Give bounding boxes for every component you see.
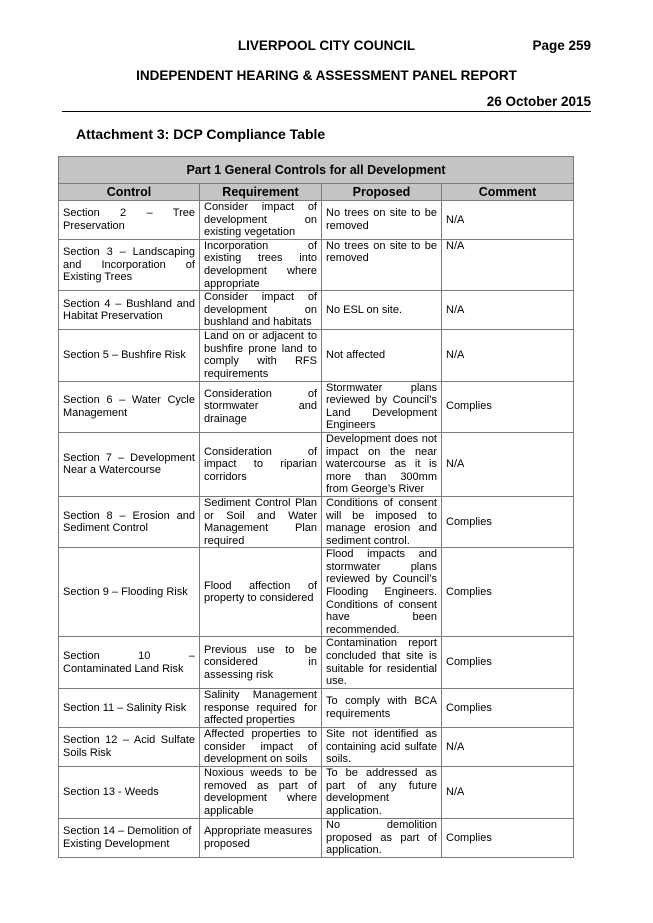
control-cell: Section 7 – Development Near a Watercourse <box>59 432 200 496</box>
comment-cell: N/A <box>442 201 574 240</box>
table-row <box>59 818 574 857</box>
attachment-title: Attachment 3: DCP Compliance Table <box>76 126 326 142</box>
column-header-row <box>59 184 574 201</box>
proposed-cell: Development does not impact on the near watercourse as it is more than 300mm from George’s River <box>322 432 442 496</box>
requirement-cell: Previous use to be considered in assessing risk <box>200 637 322 688</box>
requirement-cell: Incorporation of existing trees into development where appropriate <box>200 239 322 290</box>
dcp-compliance-table <box>58 156 574 858</box>
proposed-cell: Conditions of consent will be imposed to manage erosion and sediment control. <box>322 496 442 547</box>
comment-cell: Complies <box>442 548 574 637</box>
column-header-requirement: Requirement <box>200 184 322 201</box>
requirement-cell: Consider impact of development on existing vegetation <box>200 201 322 240</box>
requirement-cell: Salinity Management response required for affected properties <box>200 688 322 727</box>
control-cell: Section 13 - Weeds <box>59 766 200 818</box>
control-cell: Section 5 – Bushfire Risk <box>59 330 200 381</box>
comment-cell: Complies <box>442 381 574 432</box>
proposed-cell: To comply with BCA requirements <box>322 688 442 727</box>
table-row <box>59 637 574 688</box>
table-row <box>59 381 574 432</box>
control-cell: Section 14 – Demolition of Existing Development <box>59 818 200 857</box>
proposed-cell: Site not identified as containing acid sulfate soils. <box>322 727 442 766</box>
proposed-cell: Stormwater plans reviewed by Council’s Land Development Engineers <box>322 381 442 432</box>
proposed-cell: No trees on site to be removed <box>322 201 442 240</box>
header-divider <box>62 111 591 112</box>
table-row <box>59 496 574 547</box>
proposed-cell: Flood impacts and stormwater plans reviewed by Council’s Flooding Engineers. Conditions of consent have been recommended. <box>322 548 442 637</box>
proposed-cell: To be addressed as part of any future development application. <box>322 766 442 818</box>
comment-cell: N/A <box>442 330 574 381</box>
table-row <box>59 766 574 818</box>
table-row <box>59 688 574 727</box>
control-cell: Section 6 – Water Cycle Management <box>59 381 200 432</box>
comment-cell: N/A <box>442 239 574 290</box>
requirement-cell: Consider impact of development on bushland and habitats <box>200 291 322 330</box>
part-title-row <box>59 157 574 184</box>
requirement-cell: Land on or adjacent to bushfire prone land to comply with RFS requirements <box>200 330 322 381</box>
column-header-comment: Comment <box>442 184 574 201</box>
proposed-cell: No trees on site to be removed <box>322 239 442 290</box>
council-name: LIVERPOOL CITY COUNCIL <box>237 38 416 53</box>
proposed-cell: No ESL on site. <box>322 291 442 330</box>
comment-cell: Complies <box>442 688 574 727</box>
requirement-cell: Consideration of stormwater and drainage <box>200 381 322 432</box>
control-cell: Section 11 – Salinity Risk <box>59 688 200 727</box>
requirement-cell: Noxious weeds to be removed as part of development where applicable <box>200 766 322 818</box>
table-row <box>59 239 574 290</box>
comment-cell: N/A <box>442 766 574 818</box>
table-row <box>59 727 574 766</box>
table-row <box>59 330 574 381</box>
column-header-proposed: Proposed <box>322 184 442 201</box>
requirement-cell: Affected properties to consider impact of development on soils <box>200 727 322 766</box>
proposed-cell: No demolition proposed as part of application. <box>322 818 442 857</box>
page-number: Page 259 <box>532 38 591 53</box>
control-cell: Section 12 – Acid Sulfate Soils Risk <box>59 727 200 766</box>
proposed-cell: Contamination report concluded that site is suitable for residential use. <box>322 637 442 688</box>
comment-cell: N/A <box>442 727 574 766</box>
control-cell: Section 2 – Tree Preservation <box>59 201 200 240</box>
table-row <box>59 432 574 496</box>
control-cell: Section 4 – Bushland and Habitat Preservation <box>59 291 200 330</box>
control-cell: Section 3 – Landscaping and Incorporation of Existing Trees <box>59 239 200 290</box>
requirement-cell: Sediment Control Plan or Soil and Water Management Plan required <box>200 496 322 547</box>
report-title: INDEPENDENT HEARING & ASSESSMENT PANEL REPORT <box>136 68 517 83</box>
comment-cell: Complies <box>442 637 574 688</box>
requirement-cell: Consideration of impact to riparian corridors <box>200 432 322 496</box>
table-row <box>59 201 574 240</box>
requirement-cell: Flood affection of property to considered <box>200 548 322 637</box>
table-row <box>59 291 574 330</box>
comment-cell: N/A <box>442 432 574 496</box>
proposed-cell: Not affected <box>322 330 442 381</box>
requirement-cell: Appropriate measures proposed <box>200 818 322 857</box>
comment-cell: Complies <box>442 496 574 547</box>
control-cell: Section 8 – Erosion and Sediment Control <box>59 496 200 547</box>
part-title: Part 1 General Controls for all Development <box>59 157 574 184</box>
column-header-control: Control <box>59 184 200 201</box>
table-row <box>59 548 574 637</box>
comment-cell: Complies <box>442 818 574 857</box>
control-cell: Section 10 – Contaminated Land Risk <box>59 637 200 688</box>
report-date: 26 October 2015 <box>486 94 591 109</box>
comment-cell: N/A <box>442 291 574 330</box>
control-cell: Section 9 – Flooding Risk <box>59 548 200 637</box>
